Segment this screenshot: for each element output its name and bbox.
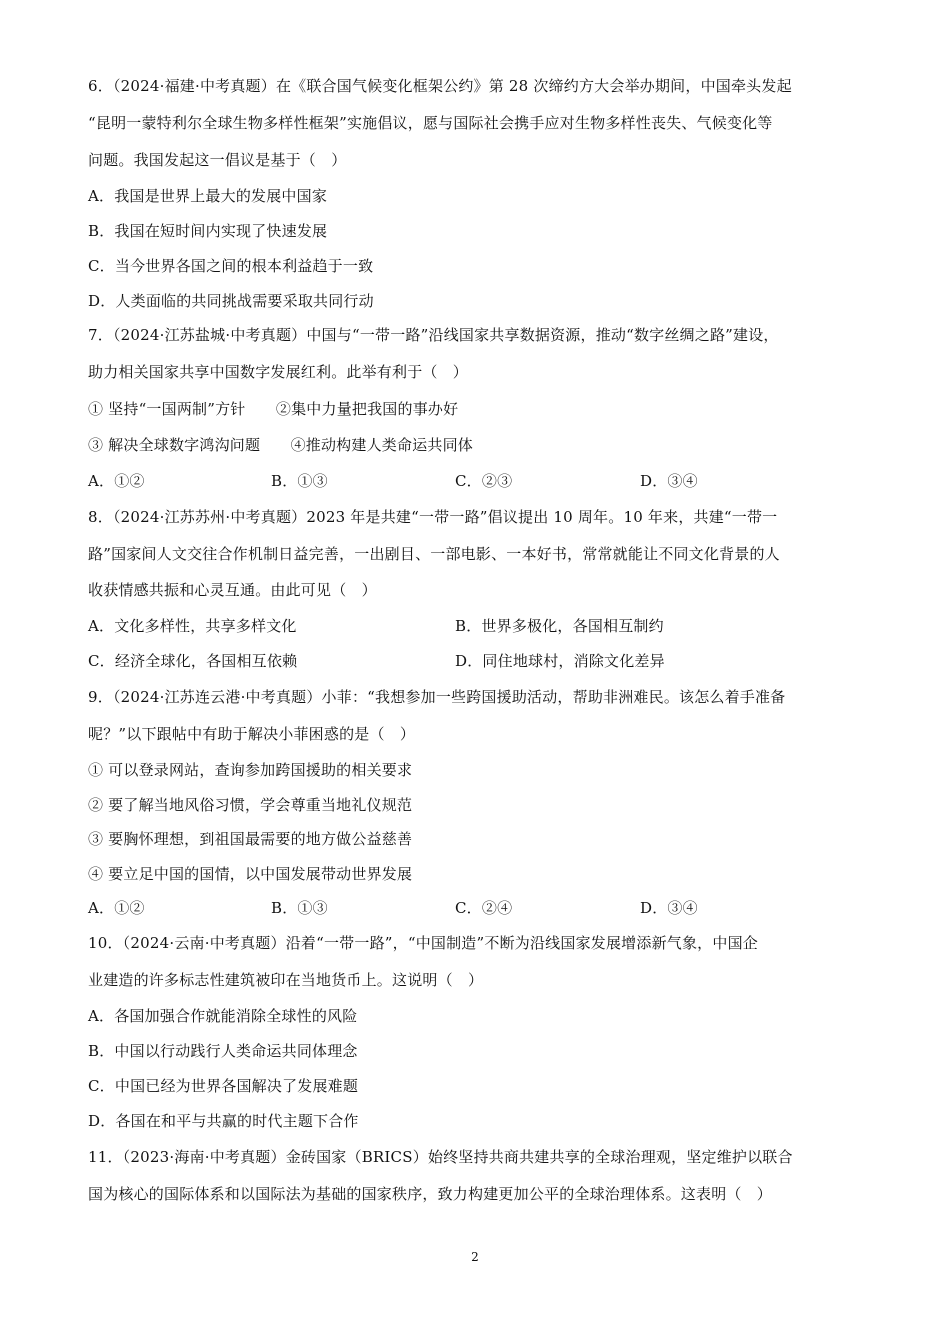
q7-stem-line2: 助力相关国家共享中国数字发展红利。此举有利于（ ） bbox=[88, 363, 469, 381]
q8-option-d: D．同住地球村，消除文化差异 bbox=[455, 652, 665, 670]
q10-stem-line1: 10．（2024·云南·中考真题）沿着“一带一路”，“中国制造”不断为沿线国家发展增添新气象，中国企 bbox=[88, 934, 758, 952]
q6-option-a: A．我国是世界上最大的发展中国家 bbox=[88, 187, 328, 205]
q9-option-c: C．②④ bbox=[455, 899, 513, 917]
q6-option-d: D．人类面临的共同挑战需要采取共同行动 bbox=[88, 292, 374, 310]
q8-option-a: A．文化多样性，共享多样文化 bbox=[88, 617, 297, 635]
q11-stem-line2: 国为核心的国际体系和以国际法为基础的国家秩序，致力构建更加公平的全球治理体系。这表明（ ） bbox=[88, 1185, 773, 1203]
q9-option-b: B．①③ bbox=[271, 899, 328, 917]
q8-stem-line2: 路”国家间人文交往合作机制日益完善，一出剧目、一部电影、一本好书，常常就能让不同文化背景的人 bbox=[88, 545, 780, 563]
q9-option-a: A．①② bbox=[88, 899, 145, 917]
q6-stem-line2: “昆明一蒙特利尔全球生物多样性框架”实施倡议，愿与国际社会携手应对生物多样性丧失、气候变化等 bbox=[88, 114, 773, 132]
q10-option-b: B．中国以行动践行人类命运共同体理念 bbox=[88, 1042, 358, 1060]
q8-option-b: B．世界多极化，各国相互制约 bbox=[455, 617, 664, 635]
q7-option-a: A．①② bbox=[88, 472, 145, 490]
q10-option-a: A．各国加强合作就能消除全球性的风险 bbox=[88, 1007, 358, 1025]
q6-stem-line3: 问题。我国发起这一倡议是基于（ ） bbox=[88, 151, 347, 169]
q11-stem-line1: 11．（2023·海南·中考真题）金砖国家（BRICS）始终坚持共商共建共享的全球治理观，坚定维护以联合 bbox=[88, 1148, 793, 1166]
q8-stem-line1: 8．（2024·江苏苏州·中考真题）2023 年是共建“一带一路”倡议提出 10 周年。10 年来，共建“一带一 bbox=[88, 508, 778, 526]
q10-option-c: C．中国已经为世界各国解决了发展难题 bbox=[88, 1077, 359, 1095]
q6-option-c: C．当今世界各国之间的根本利益趋于一致 bbox=[88, 257, 374, 275]
q9-statement-2: ② 要了解当地风俗习惯，学会尊重当地礼仪规范 bbox=[88, 796, 413, 814]
q8-stem-line3: 收获情感共振和心灵互通。由此可见（ ） bbox=[88, 581, 377, 599]
q9-statement-1: ① 可以登录网站，查询参加跨国援助的相关要求 bbox=[88, 761, 413, 779]
q9-statement-4: ④ 要立足中国的国情，以中国发展带动世界发展 bbox=[88, 865, 413, 883]
q10-option-d: D．各国在和平与共赢的时代主题下合作 bbox=[88, 1112, 359, 1130]
q9-stem-line2: 呢？”以下跟帖中有助于解决小菲困惑的是（ ） bbox=[88, 725, 416, 743]
q7-statement-1: ① 坚持“一国两制”方针 ②集中力量把我国的事办好 bbox=[88, 400, 459, 418]
q6-stem-line1: 6．（2024·福建·中考真题）在《联合国气候变化框架公约》第 28 次缔约方大会举办期间，中国牵头发起 bbox=[88, 77, 792, 95]
q10-stem-line2: 业建造的许多标志性建筑被印在当地货币上。这说明（ ） bbox=[88, 971, 484, 989]
q6-option-b: B．我国在短时间内实现了快速发展 bbox=[88, 222, 328, 240]
q9-statement-3: ③ 要胸怀理想，到祖国最需要的地方做公益慈善 bbox=[88, 830, 413, 848]
q9-option-d: D．③④ bbox=[640, 899, 698, 917]
page-number: 2 bbox=[471, 1250, 479, 1264]
q8-option-c: C．经济全球化，各国相互依赖 bbox=[88, 652, 298, 670]
q7-option-b: B．①③ bbox=[271, 472, 328, 490]
q7-statement-2: ③ 解决全球数字鸿沟问题 ④推动构建人类命运共同体 bbox=[88, 436, 473, 454]
q7-stem-line1: 7．（2024·江苏盐城·中考真题）中国与“一带一路”沿线国家共享数据资源，推动“数字丝绸之路”建设， bbox=[88, 326, 779, 344]
q7-option-d: D．③④ bbox=[640, 472, 698, 490]
q7-option-c: C．②③ bbox=[455, 472, 513, 490]
q9-stem-line1: 9．（2024·江苏连云港·中考真题）小菲：“我想参加一些跨国援助活动，帮助非洲难民。该怎么着手准备 bbox=[88, 688, 786, 706]
